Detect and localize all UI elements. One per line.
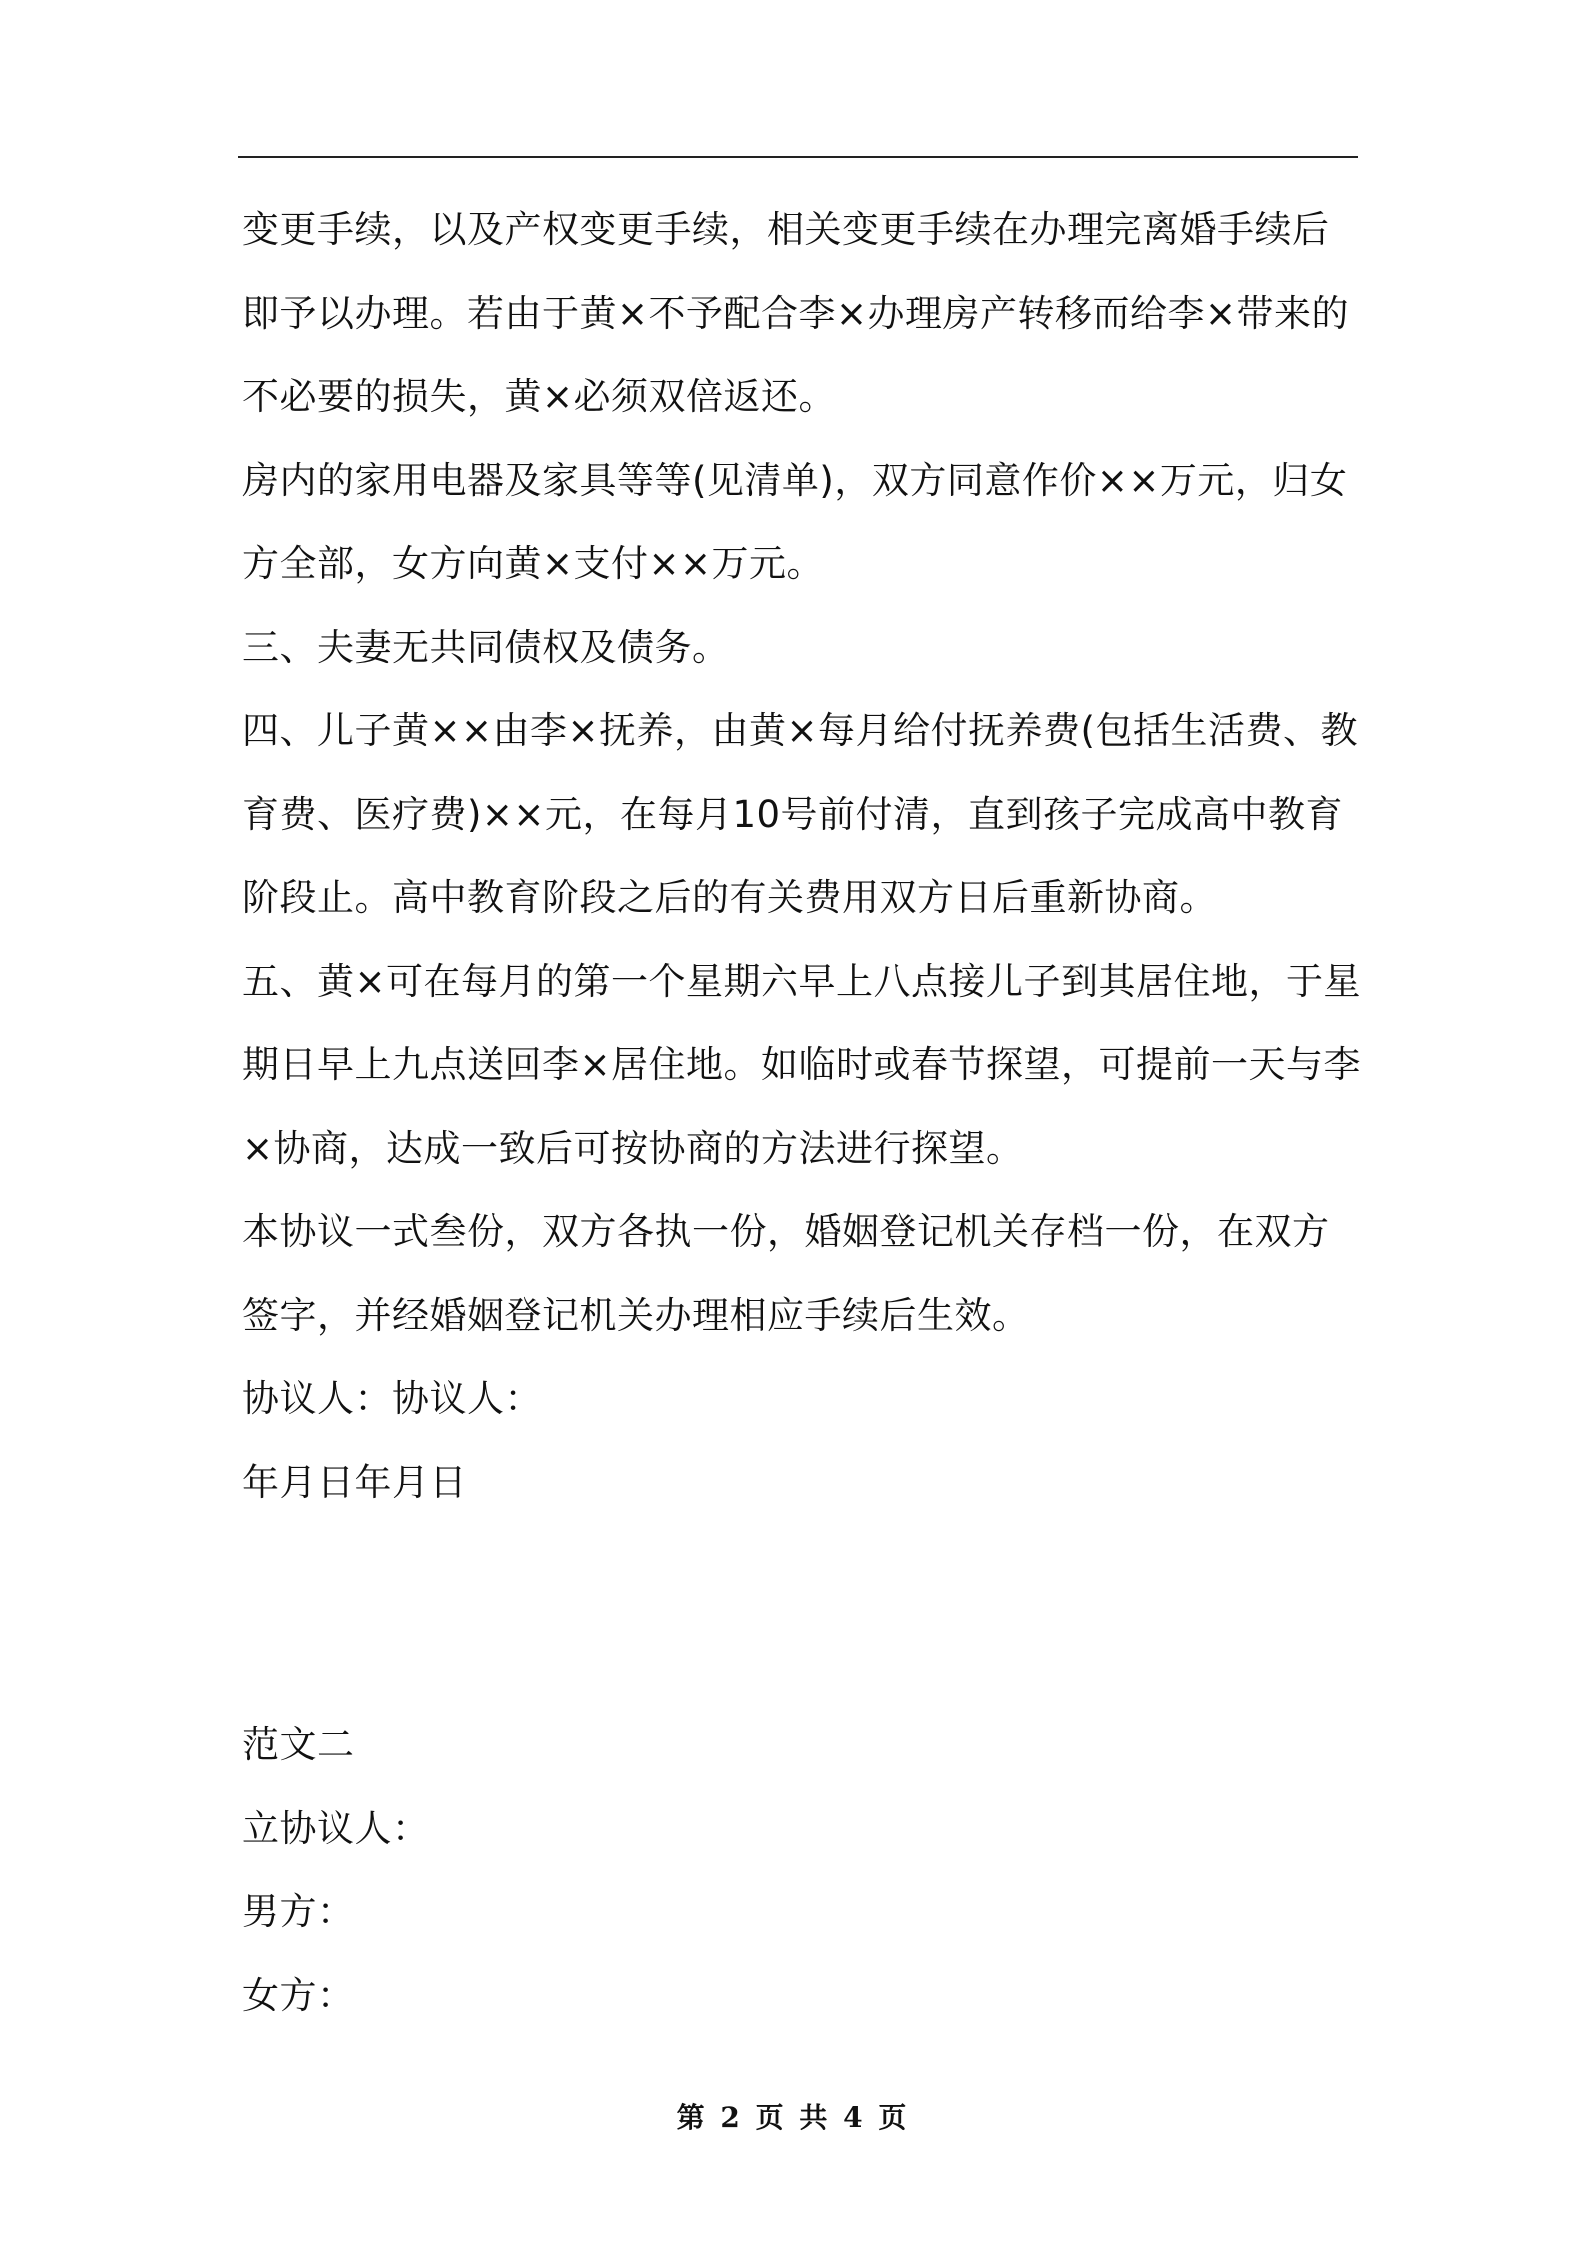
signature-line: 协议人：协议人： (242, 1377, 542, 1420)
document-body (242, 188, 1362, 2037)
header-rule (238, 156, 1358, 158)
paragraph-debts: 三、夫妻无共同债权及债务。 (242, 625, 730, 669)
paragraph-visitation: 五、黄×可在每月的第一个星期六早上八点接儿子到其居住地，于星期日早上九点送回李×居住地。如临时或春节探望，可提前一天与李×协商，达成一致后可按协商的方法进行探望。 (242, 959, 1362, 1170)
paragraph-property-transfer: 变更手续，以及产权变更手续，相关变更手续在办理完离婚手续后即予以办理。若由于黄×不予配合李×办理房产转移而给李×带来的不必要的损失，黄×必须双倍返还。 (242, 208, 1350, 418)
date-line: 年月日年月日 (242, 1460, 467, 1504)
paragraph-appliances: 房内的家用电器及家具等等(见清单)，双方同意作价××万元，归女方全部，女方向黄×支付××万元。 (242, 458, 1348, 585)
parties-label: 立协议人： (242, 1806, 430, 1850)
page-number: 第 2 页 共 4 页 (676, 2101, 910, 2134)
section-gap (242, 1524, 1362, 1703)
sample-two-title: 范文二 (242, 1723, 355, 1766)
female-party-label: 女方： (242, 1973, 355, 2017)
page-footer (0, 2096, 1586, 2136)
paragraph-effectiveness: 本协议一式叁份，双方各执一份，婚姻登记机关存档一份，在双方签字，并经婚姻登记机关办理相应手续后生效。 (242, 1210, 1330, 1337)
paragraph-child-support: 四、儿子黄××由李×抚养，由黄×每月给付抚养费(包括生活费、教育费、医疗费)××元，在每月10号前付清，直到孩子完成高中教育阶段止。高中教育阶段之后的有关费用双方日后重新协商。 (242, 709, 1358, 919)
male-party-label: 男方： (242, 1890, 355, 1933)
